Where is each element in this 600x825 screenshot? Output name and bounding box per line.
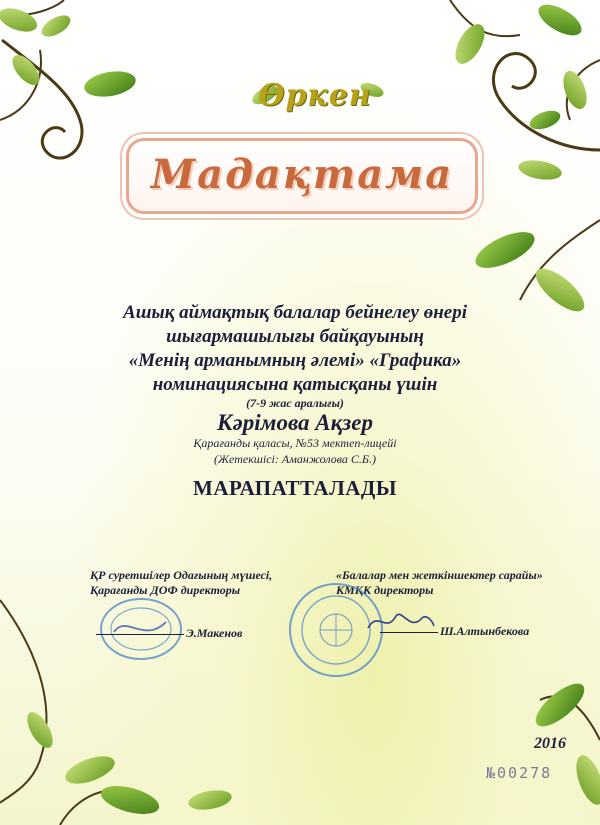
title-banner (126, 138, 478, 214)
left-stamp (96, 594, 186, 664)
recipient-name: Кәрімова Ақзер (216, 410, 373, 435)
left-signature-line (96, 634, 184, 635)
right-role-line-1: «Балалар мен жеткіншектер сарайы» (336, 568, 543, 582)
body-line-3: «Менің арманымның әлемі» «Графика» (128, 350, 462, 371)
school-info: Қарағанды қаласы, №53 мектеп-лицейі (193, 436, 397, 450)
teacher-info: (Жетекшісі: Аманжолова С.Б.) (214, 452, 376, 466)
age-range: (7-9 жас аралығы) (246, 396, 344, 410)
right-signatory-name: Ш.Алтынбекова (440, 624, 530, 638)
issue-year: 2016 (534, 735, 566, 752)
right-signature-line (380, 632, 438, 633)
body-line-2: шығармашылығы байқауының (166, 326, 424, 347)
body-line-4: номинациясына қатысқаны үшін (152, 374, 438, 395)
left-signatory-name: Э.Макенов (186, 626, 243, 640)
serial-number: №00278 (486, 764, 553, 782)
brand-logo: Өркен (258, 78, 372, 113)
body-line-1: Ашық аймақтық балалар бейнелеу өнері (123, 302, 467, 323)
left-role-line-2: Қарағанды ДОФ директоры (90, 583, 241, 597)
certificate-title: Мадақтама (150, 151, 454, 198)
left-role-line-1: ҚР суретшілер Одағының мүшесі, (90, 568, 273, 582)
right-role-line-2: КМҚК директоры (336, 583, 434, 597)
award-text: МАРАПАТТАЛАДЫ (193, 476, 397, 500)
